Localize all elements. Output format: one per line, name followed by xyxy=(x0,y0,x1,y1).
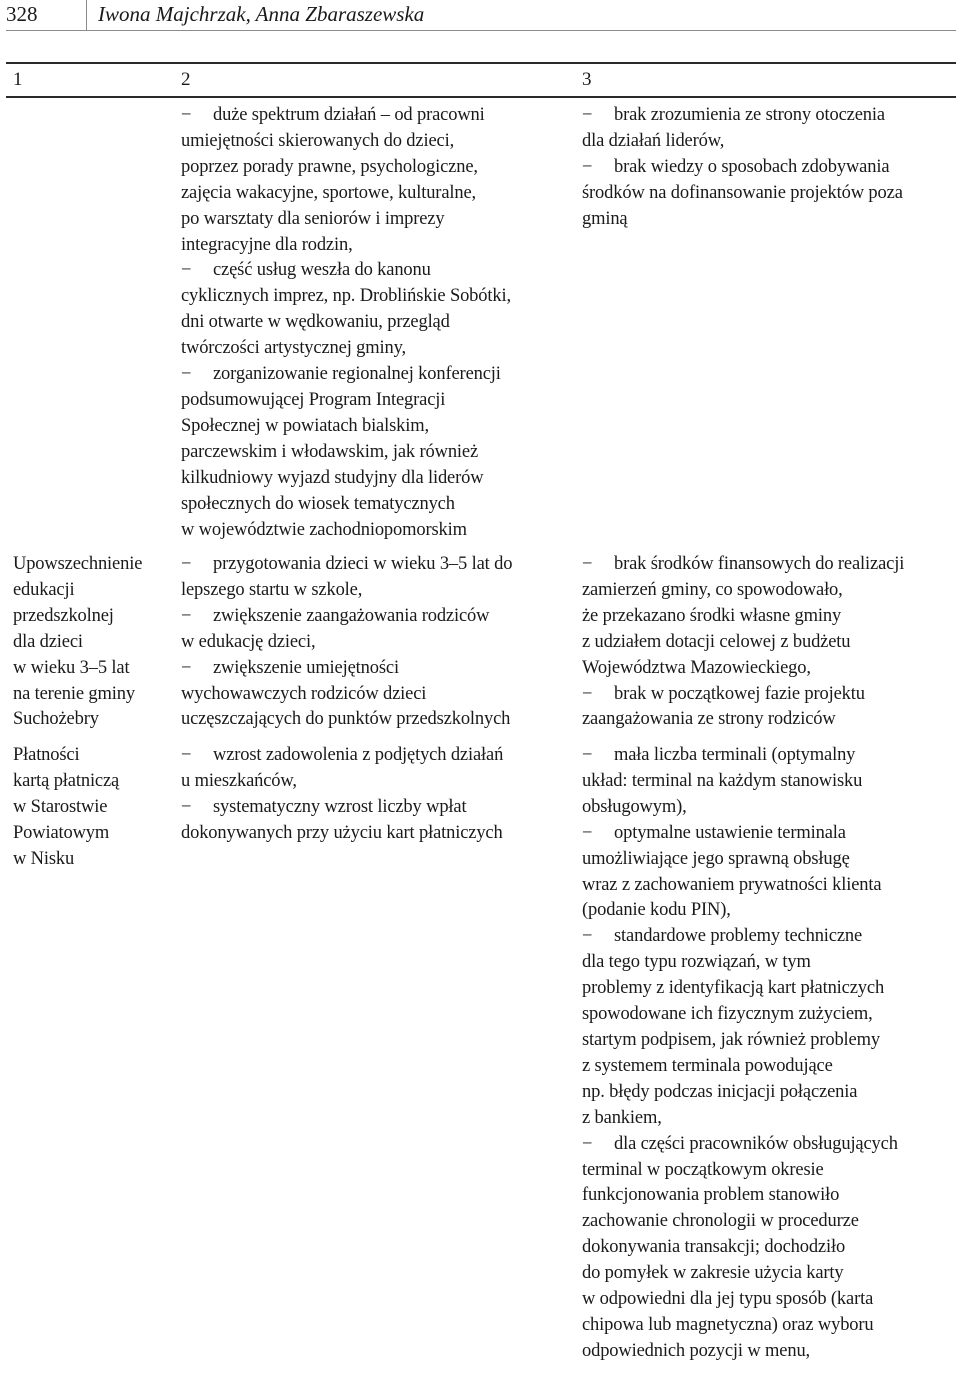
text-line xyxy=(582,847,954,873)
line-text: dla dzieci xyxy=(13,631,83,652)
text-line xyxy=(181,310,573,336)
text-line xyxy=(582,1002,954,1028)
dash-bullet: − xyxy=(582,822,593,843)
line-text: dokonywanych przy użyciu kart płatniczych xyxy=(181,822,503,843)
text-line xyxy=(582,656,954,682)
line-text: zamierzeń gminy, co spowodowało, xyxy=(582,579,843,600)
dash-bullet: − xyxy=(181,605,192,626)
text-line xyxy=(181,492,573,518)
text-line xyxy=(582,1132,954,1158)
text-line xyxy=(582,103,954,129)
text-line xyxy=(181,388,573,414)
text-line xyxy=(582,821,954,847)
line-text: lepszego startu w szkole, xyxy=(181,579,363,600)
text-line xyxy=(582,795,954,821)
text-line xyxy=(181,795,573,821)
line-text: dla działań liderów, xyxy=(582,130,725,151)
line-text: chipowa lub magnetyczna) oraz wyboru xyxy=(582,1314,874,1335)
text-line xyxy=(181,821,573,847)
effects-cell xyxy=(181,743,573,847)
line-text: brak zrozumienia ze strony otoczenia xyxy=(614,105,885,125)
text-line xyxy=(13,552,171,578)
text-line xyxy=(582,1183,954,1209)
running-head: Iwona Majchrzak, Anna Zbaraszewska xyxy=(98,2,425,26)
line-text: do pomyłek w zakresie użycia karty xyxy=(582,1263,844,1284)
line-text: zwiększenie umiejętności xyxy=(213,657,399,678)
text-line xyxy=(181,207,573,233)
dash-bullet: − xyxy=(181,657,192,678)
text-line xyxy=(181,707,573,733)
text-line xyxy=(582,578,954,604)
dash-bullet: − xyxy=(582,1133,593,1154)
effects-cell xyxy=(181,552,573,733)
text-line xyxy=(582,630,954,656)
column-header-3: 3 xyxy=(582,69,592,90)
line-text: terminal w początkowym okresie xyxy=(582,1159,824,1180)
line-text: Upowszechnienie xyxy=(13,554,143,574)
line-text: w odpowiedni dla jej typu sposób (karta xyxy=(582,1289,874,1310)
header-divider xyxy=(86,0,87,30)
line-text: na terenie gminy xyxy=(13,683,135,704)
line-text: po warsztaty dla seniorów i imprezy xyxy=(181,208,445,229)
text-line xyxy=(582,1158,954,1184)
line-text: dla części pracowników obsługujących xyxy=(614,1133,898,1154)
line-text: brak wiedzy o sposobach zdobywania xyxy=(614,156,890,177)
line-text: umożliwiające jego sprawną obsługę xyxy=(582,848,850,869)
line-text: integracyjne dla rodzin, xyxy=(181,234,353,255)
text-line xyxy=(582,1028,954,1054)
text-line xyxy=(582,1339,954,1365)
line-text: zaangażowania ze strony rodziców xyxy=(582,709,836,730)
text-line xyxy=(582,207,954,233)
text-line xyxy=(582,976,954,1002)
text-line xyxy=(181,336,573,362)
dash-bullet: − xyxy=(181,364,192,385)
text-line xyxy=(582,1106,954,1132)
line-text: parczewskim i włodawskim, jak również xyxy=(181,441,479,462)
dash-bullet: − xyxy=(181,260,192,281)
line-text: np. błędy podczas inicjacji połączenia xyxy=(582,1081,858,1102)
line-text: funkcjonowania problem stanowiło xyxy=(582,1185,840,1206)
text-line xyxy=(582,1287,954,1313)
line-text: odpowiednich pozycji w menu, xyxy=(582,1340,811,1361)
text-line xyxy=(181,155,573,181)
line-text: dni otwarte w wędkowaniu, przegląd xyxy=(181,312,450,333)
column-header-1: 1 xyxy=(13,69,23,90)
text-line xyxy=(181,518,573,544)
problems-cell xyxy=(582,552,954,733)
page-number: 328 xyxy=(6,2,38,26)
line-text: wzrost zadowolenia z podjętych działań xyxy=(213,745,504,765)
text-line xyxy=(13,769,171,795)
line-text: poprzez porady prawne, psychologiczne, xyxy=(181,156,478,177)
text-line xyxy=(13,682,171,708)
line-text: społecznych do wiosek tematycznych xyxy=(181,493,455,514)
text-line xyxy=(181,466,573,492)
effects-cell xyxy=(181,103,573,543)
dash-bullet: − xyxy=(582,926,593,947)
text-line xyxy=(13,743,171,769)
text-line xyxy=(582,1235,954,1261)
text-line xyxy=(181,284,573,310)
line-text: optymalne ustawienie terminala xyxy=(614,822,846,843)
text-line xyxy=(181,656,573,682)
text-line xyxy=(582,155,954,181)
text-line xyxy=(13,578,171,604)
line-text: podsumowującej Program Integracji xyxy=(181,389,446,410)
line-text: cyklicznych imprez, np. Droblińskie Sobótki, xyxy=(181,286,511,307)
line-text: spowodowane ich fizycznym zużyciem, xyxy=(582,1004,873,1025)
line-text: w Nisku xyxy=(13,848,75,869)
line-text: zorganizowanie regionalnej konferencji xyxy=(213,364,501,385)
line-text: z systemem terminala powodujące xyxy=(582,1055,833,1076)
table-top-rule xyxy=(6,62,956,64)
line-text: w edukację dzieci, xyxy=(181,631,316,652)
line-text: w Starostwie xyxy=(13,796,108,817)
text-line xyxy=(181,258,573,284)
text-line xyxy=(582,873,954,899)
text-line xyxy=(181,630,573,656)
line-text: brak w początkowej fazie projektu xyxy=(614,683,865,704)
line-text: brak środków finansowych do realizacji xyxy=(614,554,905,574)
dash-bullet: − xyxy=(582,105,593,125)
text-line xyxy=(582,1209,954,1235)
text-line xyxy=(582,743,954,769)
text-line xyxy=(181,682,573,708)
line-text: dla tego typu rozwiązań, w tym xyxy=(582,952,811,973)
text-line xyxy=(582,181,954,207)
line-text: wychowawczych rodziców dzieci xyxy=(181,683,427,704)
line-text: standardowe problemy techniczne xyxy=(614,926,863,947)
text-line xyxy=(13,630,171,656)
row-label-cell xyxy=(13,552,171,733)
text-line xyxy=(13,795,171,821)
text-line xyxy=(13,656,171,682)
text-line xyxy=(582,1261,954,1287)
row-label-cell xyxy=(13,743,171,873)
dash-bullet: − xyxy=(582,745,593,765)
text-line xyxy=(181,129,573,155)
line-text: Suchożebry xyxy=(13,709,99,730)
line-text: duże spektrum działań – od pracowni xyxy=(213,105,485,125)
line-text: twórczości artystycznej gminy, xyxy=(181,338,406,359)
text-line xyxy=(582,898,954,924)
line-text: układ: terminal na każdym stanowisku xyxy=(582,770,863,791)
line-text: w województwie zachodniopomorskim xyxy=(181,519,467,540)
text-line xyxy=(582,604,954,630)
text-line xyxy=(13,604,171,630)
line-text: systematyczny wzrost liczby wpłat xyxy=(213,796,467,817)
line-text: problemy z identyfikacją kart płatniczych xyxy=(582,978,885,999)
text-line xyxy=(13,821,171,847)
dash-bullet: − xyxy=(181,554,192,574)
line-text: część usług weszła do kanonu xyxy=(213,260,431,281)
line-text: u mieszkańców, xyxy=(181,770,297,791)
line-text: edukacji xyxy=(13,579,75,600)
dash-bullet: − xyxy=(582,156,593,177)
line-text: Powiatowym xyxy=(13,822,110,843)
text-line xyxy=(582,707,954,733)
line-text: przedszkolnej xyxy=(13,605,114,626)
line-text: dokonywania transakcji; dochodziło xyxy=(582,1237,846,1258)
problems-cell xyxy=(582,743,954,1365)
dash-bullet: − xyxy=(181,745,192,765)
line-text: obsługowym), xyxy=(582,796,687,817)
line-text: przygotowania dzieci w wieku 3–5 lat do xyxy=(213,554,513,574)
line-text: zwiększenie zaangażowania rodziców xyxy=(213,605,490,626)
line-text: Województwa Mazowieckiego, xyxy=(582,657,811,678)
text-line xyxy=(582,1080,954,1106)
line-text: z bankiem, xyxy=(582,1107,662,1128)
text-line xyxy=(13,847,171,873)
text-line xyxy=(181,578,573,604)
text-line xyxy=(181,362,573,388)
text-line xyxy=(582,552,954,578)
line-text: w wieku 3–5 lat xyxy=(13,657,130,678)
dash-bullet: − xyxy=(582,554,593,574)
text-line xyxy=(181,233,573,259)
line-text: zajęcia wakacyjne, sportowe, kulturalne, xyxy=(181,182,477,203)
line-text: gminą xyxy=(582,208,628,229)
text-line xyxy=(181,604,573,630)
problems-cell xyxy=(582,103,954,233)
line-text: że przekazano środki własne gminy xyxy=(582,605,842,626)
dash-bullet: − xyxy=(181,796,192,817)
text-line xyxy=(13,707,171,733)
text-line xyxy=(582,1313,954,1339)
line-text: środków na dofinansowanie projektów poza xyxy=(582,182,903,203)
line-text: mała liczba terminali (optymalny xyxy=(614,745,856,765)
dash-bullet: − xyxy=(582,683,593,704)
line-text: Płatności xyxy=(13,745,80,765)
line-text: Społecznej w powiatach bialskim, xyxy=(181,415,429,436)
text-line xyxy=(582,924,954,950)
column-header-2: 2 xyxy=(181,69,191,90)
line-text: startym podpisem, jak również problemy xyxy=(582,1029,880,1050)
text-line xyxy=(181,440,573,466)
text-line xyxy=(181,552,573,578)
line-text: zachowanie chronologii w procedurze xyxy=(582,1211,859,1232)
text-line xyxy=(582,129,954,155)
line-text: (podanie kodu PIN), xyxy=(582,900,731,921)
text-line xyxy=(181,181,573,207)
text-line xyxy=(582,682,954,708)
text-line xyxy=(582,950,954,976)
text-line xyxy=(582,1054,954,1080)
text-line xyxy=(181,103,573,129)
text-line xyxy=(181,743,573,769)
line-text: umiejętności skierowanych do dzieci, xyxy=(181,130,455,151)
line-text: wraz z zachowaniem prywatności klienta xyxy=(582,874,882,895)
table-header-rule xyxy=(6,96,956,98)
dash-bullet: − xyxy=(181,105,192,125)
line-text: uczęszczających do punktów przedszkolnych xyxy=(181,709,511,730)
line-text: kilkudniowy wyjazd studyjny dla liderów xyxy=(181,467,484,488)
text-line xyxy=(181,769,573,795)
page-header xyxy=(6,0,956,31)
line-text: z udziałem dotacji celowej z budżetu xyxy=(582,631,851,652)
text-line xyxy=(181,414,573,440)
text-line xyxy=(582,769,954,795)
line-text: kartą płatniczą xyxy=(13,770,120,791)
